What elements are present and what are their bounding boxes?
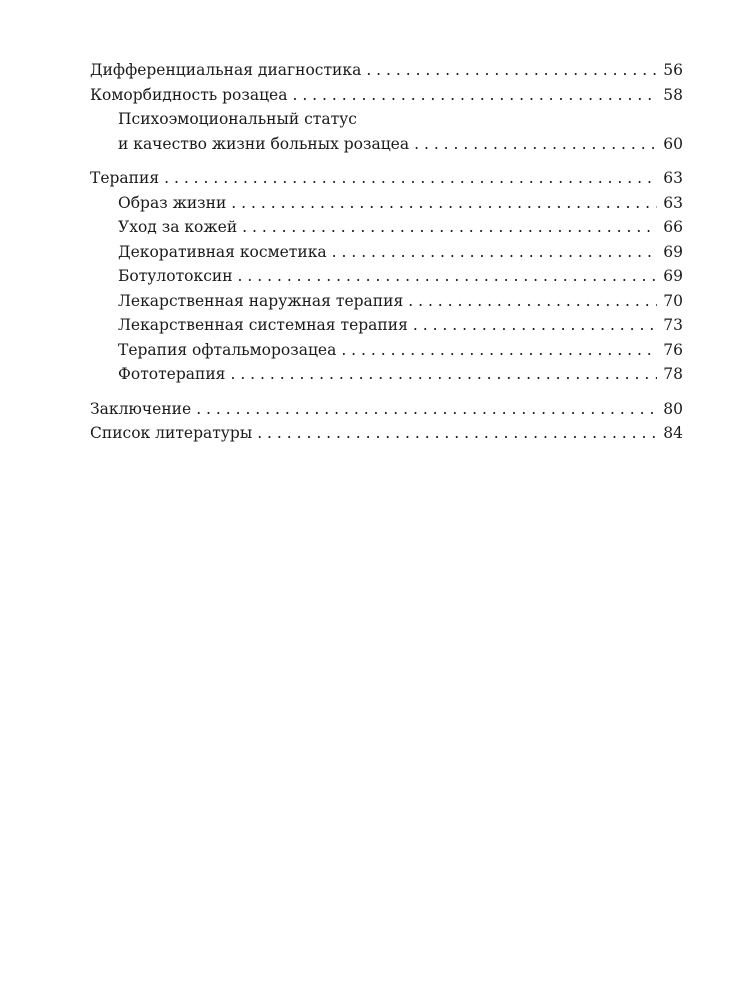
toc-page-number: 78 — [663, 365, 683, 383]
toc-entry-therapy[interactable] — [90, 166, 683, 191]
toc-entry-title-line1: Психоэмоциональный статус — [118, 110, 357, 128]
toc-entry-conclusion[interactable] — [90, 397, 683, 422]
toc-entry-decorative-cosmetics[interactable] — [90, 240, 683, 265]
toc-entry-skin-care[interactable] — [90, 215, 683, 240]
toc-dot-leader — [242, 215, 657, 240]
toc-dot-leader — [366, 58, 657, 83]
toc-entry-title: Декоративная косметика — [118, 242, 327, 261]
toc-dot-leader — [413, 313, 657, 338]
toc-dot-leader — [257, 421, 657, 446]
toc-dot-leader — [230, 362, 657, 387]
toc-entry-topical-therapy[interactable] — [90, 289, 683, 314]
toc-dot-leader — [292, 83, 657, 108]
toc-entry-comorbidity[interactable] — [90, 83, 683, 108]
toc-entry-differential-diagnosis[interactable] — [90, 58, 683, 83]
toc-entry-title: Заключение — [90, 399, 192, 418]
toc-page-number: 70 — [663, 291, 683, 310]
toc-entry-psychoemotional-status[interactable] — [90, 107, 683, 156]
toc-page-number: 58 — [663, 85, 683, 104]
toc-dot-leader — [164, 166, 657, 191]
toc-entry-lifestyle[interactable] — [90, 191, 683, 216]
toc-page-number: 63 — [663, 169, 683, 187]
toc-entry-systemic-therapy[interactable] — [90, 313, 683, 338]
toc-entry-title: Коморбидность розацеа — [90, 85, 288, 104]
toc-page-number: 80 — [663, 399, 683, 418]
toc-page-number: 66 — [663, 218, 683, 236]
toc-dot-leader — [231, 191, 657, 216]
toc-dot-leader — [238, 264, 657, 289]
toc-dot-leader — [332, 240, 657, 265]
toc-entry-title: Лекарственная наружная терапия — [118, 291, 404, 310]
toc-entry-title: Образ жизни — [118, 193, 227, 212]
toc-entry-title: Ботулотоксин — [118, 267, 233, 285]
toc-entry-references[interactable] — [90, 421, 683, 446]
toc-page-number: 60 — [663, 134, 683, 153]
toc-entry-title: Лекарственная системная терапия — [118, 316, 408, 334]
toc-entry-title: Терапия офтальморозацеа — [118, 340, 337, 359]
toc-page-number: 69 — [663, 267, 683, 285]
toc-page-number: 69 — [663, 242, 683, 261]
toc-entry-ocular-rosacea-therapy[interactable] — [90, 338, 683, 363]
toc-entry-title: Дифференциальная диагностика — [90, 61, 362, 79]
toc-entry-title-line2: и качество жизни больных розацеа — [118, 134, 410, 153]
toc-dot-leader — [408, 289, 657, 314]
toc-dot-leader — [196, 397, 657, 422]
toc-entry-botulinum-toxin[interactable] — [90, 264, 683, 289]
toc-page-number: 76 — [663, 340, 683, 359]
toc-page-number: 56 — [663, 61, 683, 79]
toc-entry-title: Список литературы — [90, 424, 253, 442]
toc-dot-leader — [414, 132, 657, 157]
toc-entry-title: Уход за кожей — [118, 218, 238, 236]
toc-entry-title: Фототерапия — [118, 365, 226, 383]
toc-page-number: 73 — [663, 316, 683, 334]
toc-entry-phototherapy[interactable] — [90, 362, 683, 387]
table-of-contents — [90, 58, 683, 446]
toc-entry-title-multiline — [118, 107, 409, 156]
toc-page-number: 84 — [663, 424, 683, 442]
toc-page-number: 63 — [663, 193, 683, 212]
toc-entry-title: Терапия — [90, 169, 160, 187]
toc-dot-leader — [341, 338, 657, 363]
